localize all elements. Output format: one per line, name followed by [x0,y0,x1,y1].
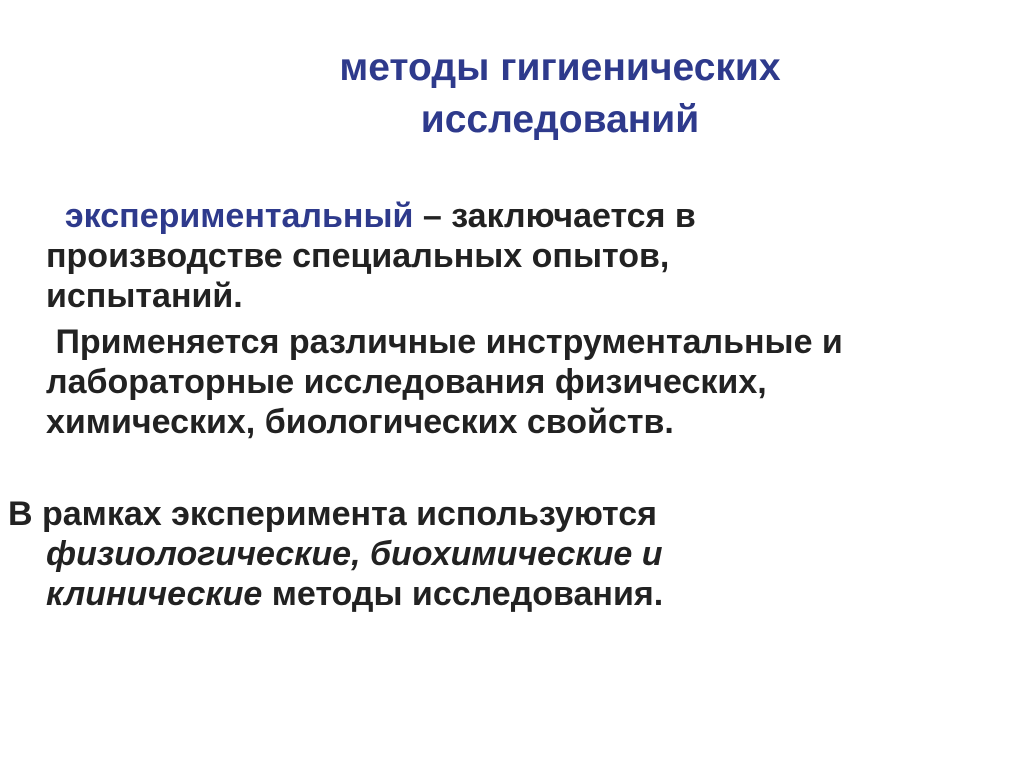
methods-line-2: физиологические, биохимические и [46,535,663,573]
definition-line-3: испытаний. [46,277,243,315]
methods-line-3-rest: методы исследования. [262,575,664,613]
definition-line-2: производстве специальных опытов, [46,237,670,275]
methods-line-1: В рамках эксперимента используются [8,495,657,533]
experiment-methods-paragraph [8,494,988,614]
title-line-1: методы гигиенических [339,46,781,89]
experimental-method-definition [46,196,1006,316]
method-term: экспериментальный [64,197,414,235]
slide-title [230,42,890,146]
application-line-1-text: Применяется различные инструментальные и [55,323,843,361]
methods-line-3-italic: клинические [46,575,263,613]
application-line-1 [46,322,1016,362]
application-line-2: лабораторные исследования физических, [46,363,767,401]
application-line-3: химических, биологических свойств. [46,403,674,441]
definition-line-1-rest: – заключается в [413,197,696,235]
methods-line-3 [8,574,988,614]
application-paragraph [46,322,1016,442]
title-line-2: исследований [420,98,700,141]
definition-line-1 [46,196,1006,236]
